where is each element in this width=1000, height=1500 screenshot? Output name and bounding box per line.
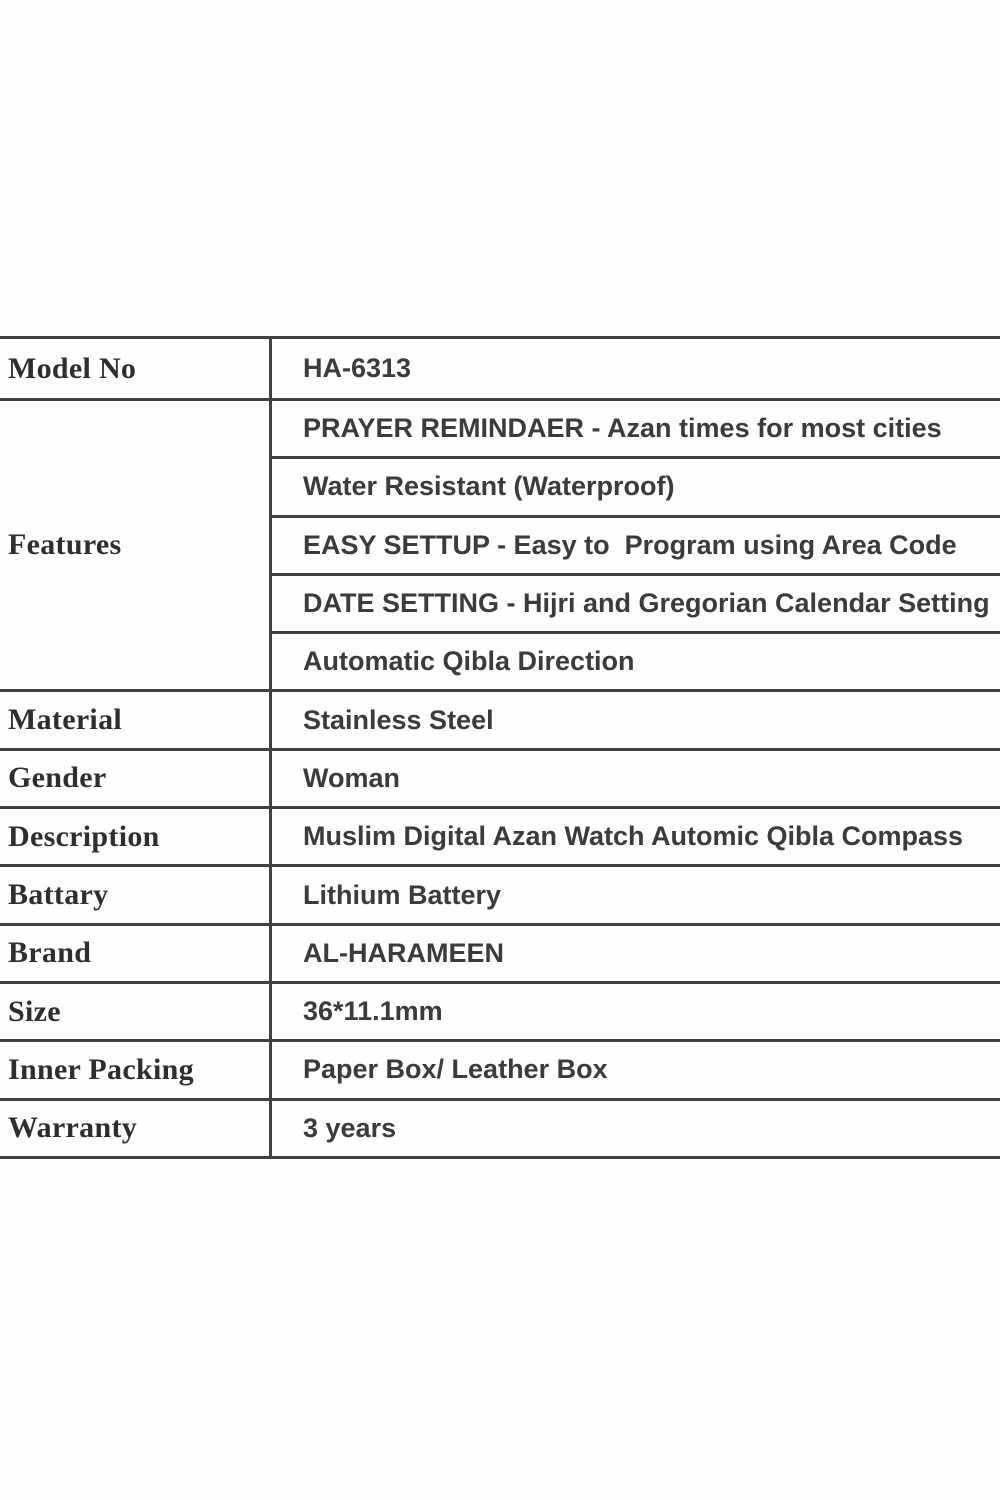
- spec-label-model-no: Model No: [0, 339, 272, 401]
- spec-label-material: Material: [0, 692, 272, 750]
- spec-table: [0, 336, 1000, 1159]
- spec-value-inner-packing: Paper Box/ Leather Box: [272, 1042, 1000, 1100]
- spec-value-warranty: 3 years: [272, 1101, 1000, 1159]
- spec-label-description: Description: [0, 809, 272, 867]
- feature-item-date-setting: DATE SETTING - Hijri and Gregorian Calendar Setting: [272, 576, 1000, 634]
- spec-label-size: Size: [0, 984, 272, 1042]
- spec-value-description: Muslim Digital Azan Watch Automic Qibla Compass: [272, 809, 1000, 867]
- feature-item-easy-setup: EASY SETTUP - Easy to Program using Area Code: [272, 518, 1000, 576]
- spec-label-warranty: Warranty: [0, 1101, 272, 1159]
- spec-value-battery: Lithium Battery: [272, 867, 1000, 925]
- spec-label-battery: Battary: [0, 867, 272, 925]
- spec-value-brand: AL-HARAMEEN: [272, 926, 1000, 984]
- spec-label-inner-packing: Inner Packing: [0, 1042, 272, 1100]
- spec-label-brand: Brand: [0, 926, 272, 984]
- spec-value-gender: Woman: [272, 751, 1000, 809]
- spec-value-material: Stainless Steel: [272, 692, 1000, 750]
- feature-item-qibla-direction: Automatic Qibla Direction: [272, 634, 1000, 692]
- spec-value-model-no: HA-6313: [272, 339, 1000, 401]
- spec-label-features: Features: [0, 401, 272, 692]
- feature-item-prayer-reminder: PRAYER REMINDAER - Azan times for most cities: [272, 401, 1000, 459]
- spec-label-gender: Gender: [0, 751, 272, 809]
- spec-value-size: 36*11.1mm: [272, 984, 1000, 1042]
- feature-item-water-resistant: Water Resistant (Waterproof): [272, 459, 1000, 517]
